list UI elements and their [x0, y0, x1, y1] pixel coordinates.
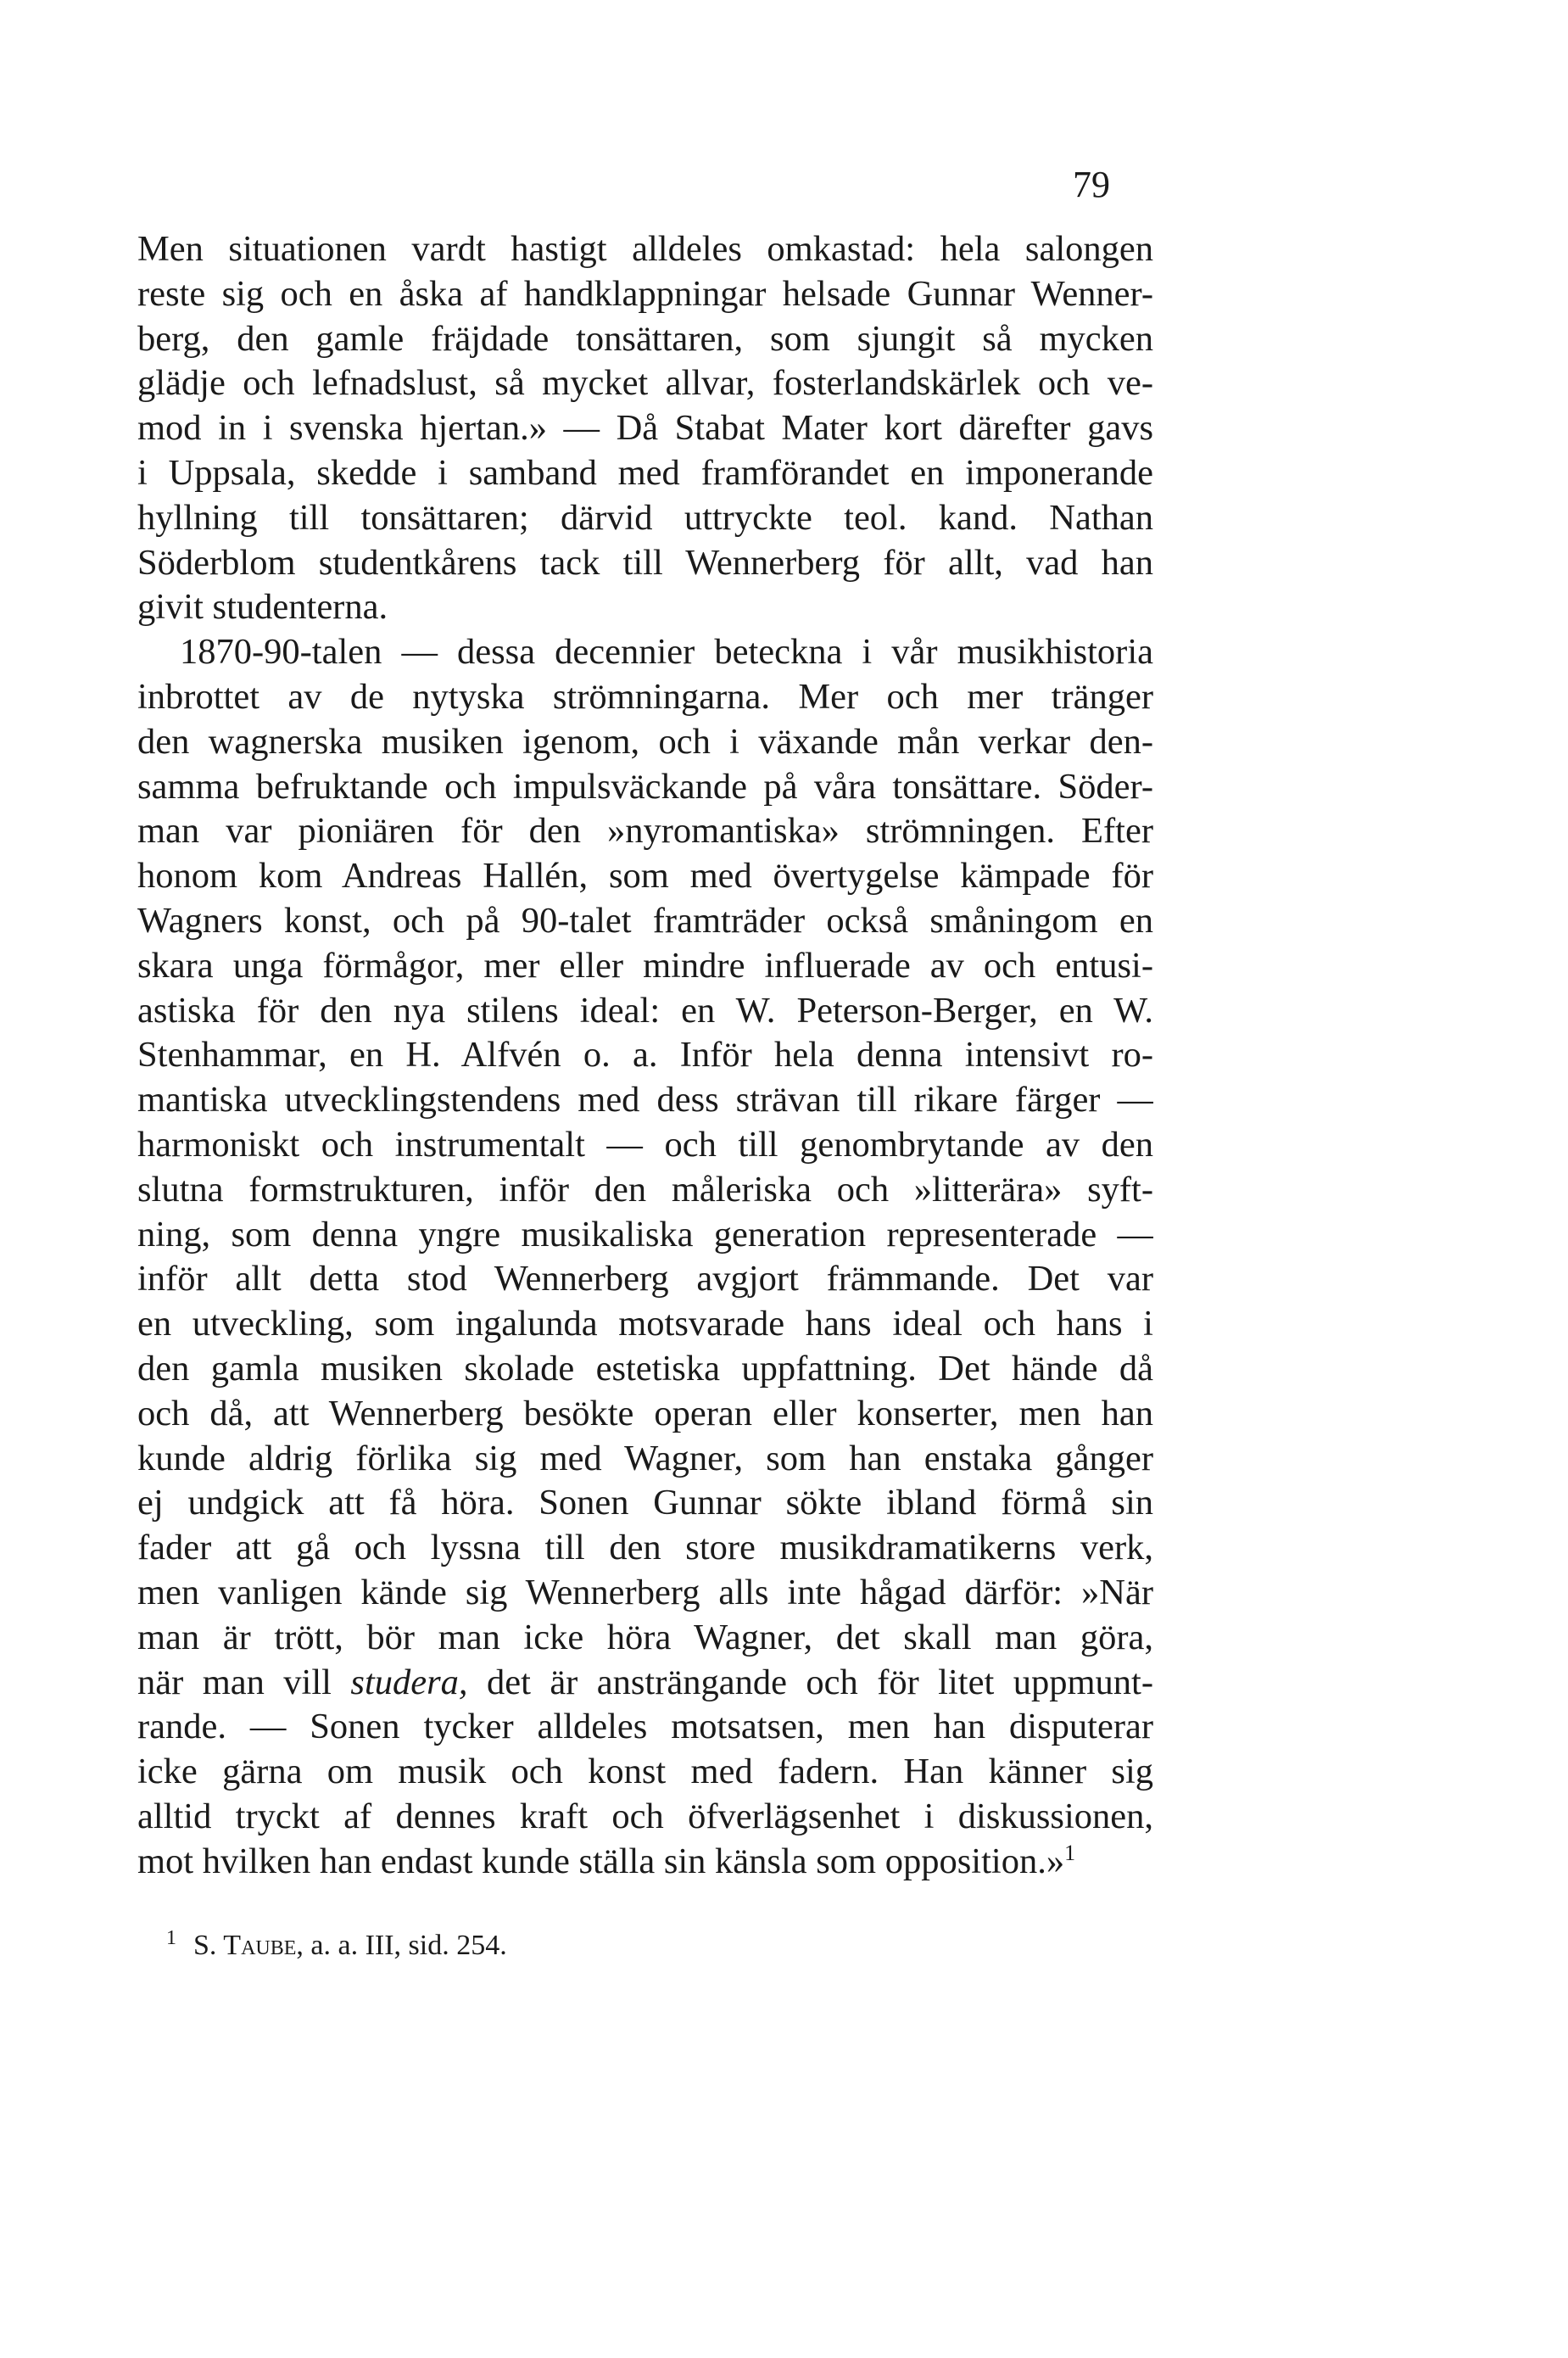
text-line: honom kom Andreas Hallén, som med övertygelse kämpade för	[137, 856, 1153, 897]
text-line: en utveckling, som ingalunda motsvarade hans ideal och hans i	[137, 1304, 1153, 1344]
text-line: reste sig och en åska af handklappningar helsade Gunnar Wenner-	[137, 273, 1153, 314]
text-line: berg, den gamle fräjdade tonsättaren, som sjungit så mycken	[137, 318, 1153, 359]
text-line: den wagnerska musiken igenom, och i växande mån verkar den-	[137, 721, 1153, 762]
footnote-author: S. Taube,	[193, 1930, 304, 1961]
text-line: alltid tryckt af dennes kraft och öfverlägsenhet i diskussionen,	[137, 1796, 1153, 1836]
text-line: astiska för den nya stilens ideal: en W. Peterson-Berger, en W.	[137, 990, 1153, 1031]
text-line: givit studenterna.	[137, 587, 388, 628]
text-line: ej undgick att få höra. Sonen Gunnar sökte ibland förmå sin	[137, 1483, 1153, 1523]
text-line-with-footnote-ref	[137, 1840, 1153, 1885]
page-number: 79	[1073, 164, 1110, 205]
text-line: Men situationen vardt hastigt alldeles omkastad: hela salongen	[137, 229, 1153, 269]
text-line: man är trött, bör man icke höra Wagner, det skall man göra,	[137, 1617, 1153, 1657]
text-segment: mot hvilken han endast kunde ställa sin känsla som opposition.»	[137, 1841, 1065, 1881]
text-line: inbrottet av de nytyska strömningarna. Mer och mer tränger	[137, 676, 1153, 717]
text-line: harmoniskt och instrumentalt — och till genombrytande av den	[137, 1124, 1153, 1165]
text-line: inför allt detta stod Wennerberg avgjort främmande. Det var	[137, 1259, 1153, 1299]
text-line: men vanligen kände sig Wennerberg alls inte hågad därför: »När	[137, 1572, 1153, 1612]
text-line: kunde aldrig förlika sig med Wagner, som han enstaka gånger	[137, 1438, 1153, 1478]
emphasized-word: studera,	[350, 1662, 468, 1702]
text-line: fader att gå och lyssna till den store musikdramatikerns verk,	[137, 1528, 1153, 1568]
text-line: Wagners konst, och på 90-talet framträder också småningom en	[137, 900, 1153, 941]
text-line: i Uppsala, skedde i samband med framförandet en imponerande	[137, 452, 1153, 493]
footnote-text: a. a. III, sid. 254.	[303, 1930, 507, 1961]
text-line: rande. — Sonen tycker alldeles motsatsen, men han disputerar	[137, 1707, 1153, 1747]
text-line: skara unga förmågor, mer eller mindre influerade av och entusi-	[137, 945, 1153, 986]
text-line: slutna formstrukturen, inför den måleriska och »litterära» syft-	[137, 1169, 1153, 1210]
footnote	[166, 1926, 507, 1961]
footnote-reference[interactable]: 1	[1064, 1840, 1076, 1865]
text-line: glädje och lefnadslust, så mycket allvar, fosterlandskärlek och ve-	[137, 363, 1153, 404]
body-text	[137, 227, 1153, 1884]
text-line: man var pioniären för den »nyromantiska» strömningen. Efter	[137, 811, 1153, 852]
text-segment: det är ansträngande och för litet uppmunt-	[467, 1662, 1153, 1702]
text-line-with-emphasis	[137, 1661, 1153, 1706]
text-line: hyllning till tonsättaren; därvid uttryckte teol. kand. Nathan	[137, 497, 1153, 538]
text-segment: när man vill	[137, 1662, 351, 1702]
text-line: samma befruktande och impulsväckande på våra tonsättare. Söder-	[137, 766, 1153, 807]
footnote-marker: 1	[166, 1926, 176, 1949]
text-line: ning, som denna yngre musikaliska generation representerade —	[137, 1214, 1153, 1254]
text-line: Stenhammar, en H. Alfvén o. a. Inför hela denna intensivt ro-	[137, 1035, 1153, 1076]
text-line: 1870-90-talen — dessa decennier beteckna i vår musikhistoria	[180, 632, 1153, 673]
text-line: mantiska utvecklingstendens med dess strävan till rikare färger —	[137, 1080, 1153, 1120]
text-line: mod in i svenska hjertan.» — Då Stabat Mater kort därefter gavs	[137, 408, 1153, 449]
text-line: den gamla musiken skolade estetiska uppfattning. Det hände då	[137, 1348, 1153, 1389]
text-line: Söderblom studentkårens tack till Wennerberg för allt, vad han	[137, 542, 1153, 583]
text-line: icke gärna om musik och konst med fadern. Han känner sig	[137, 1752, 1153, 1792]
text-line: och då, att Wennerberg besökte operan eller konserter, men han	[137, 1393, 1153, 1433]
